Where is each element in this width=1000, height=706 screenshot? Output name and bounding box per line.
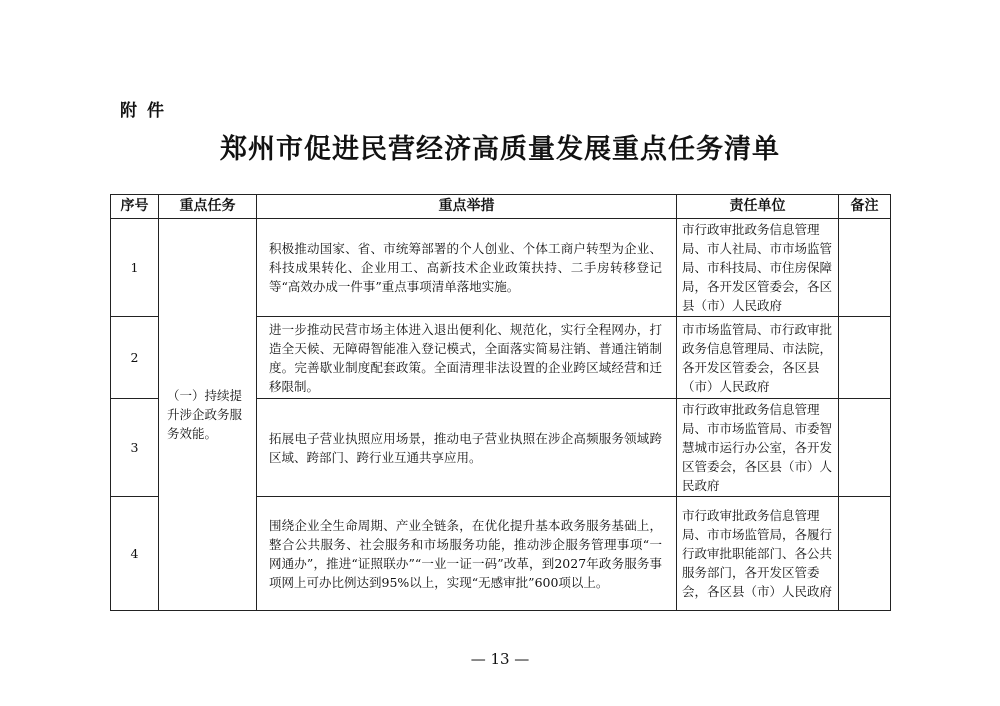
remark-cell xyxy=(839,399,891,497)
remark-cell xyxy=(839,219,891,317)
remark-cell xyxy=(839,497,891,611)
table-row xyxy=(111,219,891,317)
measure-cell: 围绕企业全生命周期、产业全链条，在优化提升基本政务服务基础上，整合公共服务、社会服务和市场服务功能，推动涉企服务管理事项“一网通办”，推进“证照联办”“一业一证一码”改革，到2027年政务服务事项网上可办比例达到95%以上，实现“无感审批”600项以上。 xyxy=(257,497,677,611)
row-number: 2 xyxy=(111,317,159,399)
responsible-unit-cell: 市行政审批政务信息管理局、市市场监管局、市委智慧城市运行办公室，各开发区管委会，各区县（市）人民政府 xyxy=(677,399,839,497)
measure-cell: 拓展电子营业执照应用场景，推动电子营业执照在涉企高频服务领域跨区域、跨部门、跨行业互通共享应用。 xyxy=(257,399,677,497)
measure-cell: 积极推动国家、省、市统筹部署的个人创业、个体工商户转型为企业、科技成果转化、企业用工、高新技术企业政策扶持、二手房转移登记等“高效办成一件事”重点事项清单落地实施。 xyxy=(257,219,677,317)
row-number: 4 xyxy=(111,497,159,611)
measure-cell: 进一步推动民营市场主体进入退出便利化、规范化，实行全程网办，打造全天候、无障碍智能准入登记模式，全面落实简易注销、普通注销制度。完善歇业制度配套政策。全面清理非法设置的企业跨区域经营和迁移限制。 xyxy=(257,317,677,399)
responsible-unit-cell: 市行政审批政务信息管理局、市人社局、市市场监管局、市科技局、市住房保障局，各开发区管委会，各区县（市）人民政府 xyxy=(677,219,839,317)
table-header-row xyxy=(111,195,891,219)
responsible-unit-cell: 市市场监管局、市行政审批政务信息管理局、市法院，各开发区管委会，各区县（市）人民政府 xyxy=(677,317,839,399)
attachment-label: 附件 xyxy=(120,101,174,121)
row-number: 3 xyxy=(111,399,159,497)
responsible-unit-cell: 市行政审批政务信息管理局、市市场监管局，各履行行政审批职能部门、各公共服务部门，各开发区管委会，各区县（市）人民政府 xyxy=(677,497,839,611)
header-no: 序号 xyxy=(111,195,159,219)
header-task: 重点任务 xyxy=(159,195,257,219)
key-task-cell: （一）持续提升涉企政务服务效能。 xyxy=(159,219,257,611)
page-number: — 13 — xyxy=(470,650,530,668)
header-unit: 责任单位 xyxy=(677,195,839,219)
document-title: 郑州市促进民营经济高质量发展重点任务清单 xyxy=(220,134,780,165)
row-number: 1 xyxy=(111,219,159,317)
task-table xyxy=(110,194,891,611)
header-remark: 备注 xyxy=(839,195,891,219)
remark-cell xyxy=(839,317,891,399)
header-measure: 重点举措 xyxy=(257,195,677,219)
